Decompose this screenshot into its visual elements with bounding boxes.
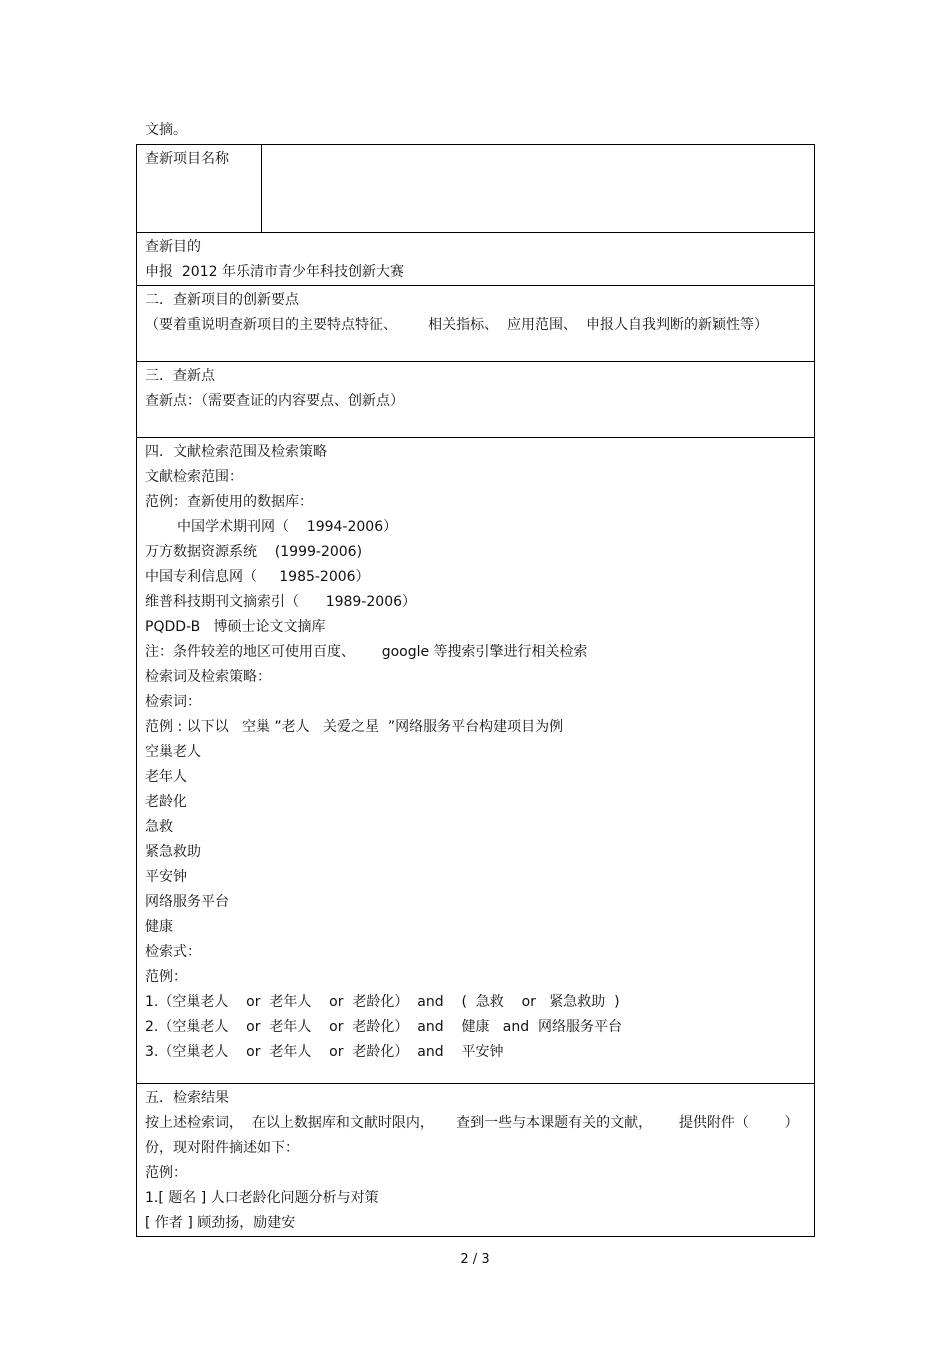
keyword-item: 空巢老人 [145, 744, 201, 760]
purpose-text: 申报 2012 年乐清市青少年科技创新大赛 [145, 264, 404, 280]
formula-item: 2.（空巢老人 or 老年人 or 老龄化） and 健康 and 网络服务平台 [145, 1019, 623, 1035]
result-title: 1.[ 题名 ] 人口老龄化问题分析与对策 [145, 1190, 379, 1206]
search-scope-label: 文献检索范围： [145, 469, 243, 485]
formula-label: 检索式： [145, 944, 201, 960]
section-2-title: 二．查新项目的创新要点 [145, 292, 299, 308]
section-4-title: 四．文献检索范围及检索策略 [145, 444, 327, 460]
keywords-example: 范例 : 以下以 空巢 ”老人 关爱之星 ”网络服务平台构建项目为例 [145, 719, 564, 735]
section-search-strategy [137, 438, 815, 1084]
strategy-label: 检索词及检索策略： [145, 669, 271, 685]
section-search-results [137, 1084, 815, 1237]
database-item: 万方数据资源系统 (1999-2006) [145, 544, 363, 560]
keyword-item: 老龄化 [145, 794, 187, 810]
search-engine-note: 注：条件较差的地区可使用百度、 google 等搜索引擎进行相关检索 [145, 644, 588, 660]
result-author: [ 作者 ] 顾劲扬，励建安 [145, 1215, 296, 1231]
page-number: 2 / 3 [460, 1252, 490, 1267]
purpose-title: 查新目的 [145, 239, 201, 255]
database-item: 维普科技期刊文摘索引（ 1989-2006） [145, 594, 417, 610]
keyword-item: 平安钟 [145, 869, 187, 885]
project-name-label: 查新项目名称 [145, 151, 229, 167]
formula-item: 3.（空巢老人 or 老年人 or 老龄化） and 平安钟 [145, 1044, 504, 1060]
formula-example: 范例： [145, 969, 187, 985]
results-text-2: 份，现对附件摘述如下： [145, 1140, 299, 1156]
results-text-1: 按上述检索词， 在以上数据库和文献时限内， 查到一些与本课题有关的文献， 提供附件（ ） [145, 1115, 799, 1131]
section-5-title: 五．检索结果 [145, 1090, 229, 1106]
row-project-name [137, 145, 815, 233]
database-label: 范例：查新使用的数据库： [145, 494, 313, 510]
database-item: 中国专利信息网（ 1985-2006） [145, 569, 370, 585]
section-innovation [137, 286, 815, 362]
keywords-label: 检索词： [145, 694, 201, 710]
keyword-item: 老年人 [145, 769, 187, 785]
section-2-text: （要着重说明查新项目的主要特点特征、 相关指标、 应用范围、 申报人自我判断的新颖性等） [145, 317, 768, 333]
intro-text: 文摘。 [145, 122, 187, 138]
keyword-item: 网络服务平台 [145, 894, 229, 910]
novelty-search-form [136, 144, 815, 1237]
keyword-item: 健康 [145, 919, 173, 935]
row-purpose [137, 233, 815, 286]
section-novelty-points [137, 362, 815, 438]
database-item: 中国学术期刊网（ 1994-2006） [177, 519, 398, 535]
formula-item: 1.（空巢老人 or 老年人 or 老龄化） and ( 急救 or 紧急救助 ) [145, 994, 620, 1010]
database-item: PQDD-B 博硕士论文文摘库 [145, 619, 326, 635]
keyword-item: 急救 [145, 819, 173, 835]
results-example: 范例： [145, 1165, 187, 1181]
project-name-value [270, 147, 814, 172]
section-3-text: 查新点：（需要查证的内容要点、创新点） [145, 393, 404, 409]
section-3-title: 三．查新点 [145, 368, 215, 384]
keyword-item: 紧急救助 [145, 844, 201, 860]
